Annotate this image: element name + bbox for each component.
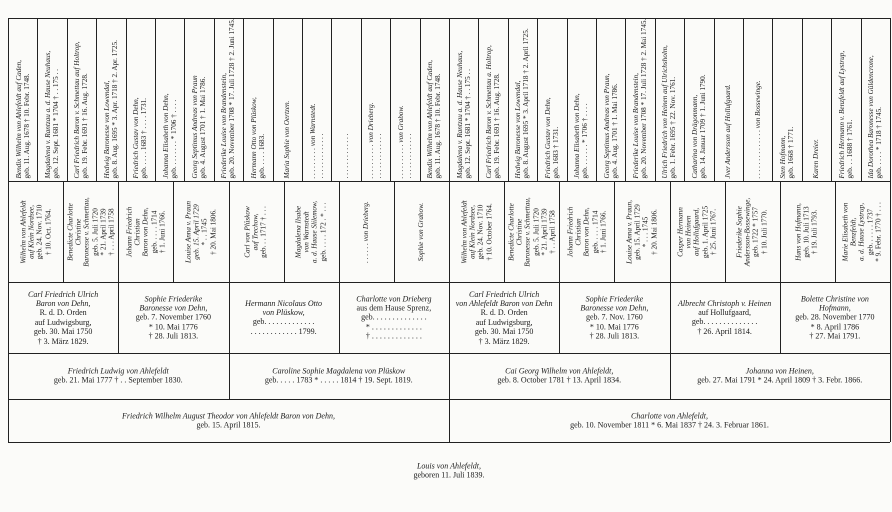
- person-dates: geb. 20. November 1708 * 17. Juli 1728 † 2. Juni 1745.: [228, 18, 237, 178]
- person-name: Benedicte Charlotte Christine Baronesse v. Schmettau,: [507, 196, 532, 267]
- person-dates: geb. . . . . . . * 1706 † . . . .: [581, 102, 590, 178]
- person-cell: [394, 181, 449, 282]
- person-cell: [184, 18, 213, 181]
- person-entry: [449, 367, 670, 386]
- person-name: Sophie von Grabow.: [417, 202, 426, 261]
- person-name: Johanna Elisabeth von Dehn,: [161, 92, 170, 178]
- person-dates: geb. 19. Febr. 1691 † 16. Aug. 1728.: [81, 72, 90, 178]
- person-cell: [670, 282, 780, 353]
- person-entry: [631, 18, 649, 178]
- person-entry: [559, 294, 669, 341]
- person-cell: [449, 353, 670, 399]
- person-entry: [132, 21, 148, 178]
- person-cell: [802, 18, 831, 181]
- person-name: Wilhelm von Ahlefeldt auf Klein Nordsee,: [460, 199, 477, 264]
- person-cell: [284, 181, 339, 282]
- person-name: Bolette Christine von Hofmann,: [800, 293, 869, 313]
- person-name: Johanna Elisabeth von Dehn,: [573, 92, 582, 178]
- person-entry: [362, 184, 370, 279]
- person-dates: geb. 10. Juli 1713 † 19. Juli 1793.: [803, 205, 820, 258]
- person-cell: [243, 18, 272, 181]
- person-cell: [670, 353, 891, 399]
- person-entry: [677, 184, 718, 279]
- person-name: Magdalena Ilsabe von Warnstedt a. d. Hause Slilemow,: [294, 200, 320, 263]
- person-entry: [44, 21, 60, 178]
- person-entry: [670, 299, 780, 337]
- person-cell: [155, 18, 184, 181]
- person-cell: [8, 282, 118, 353]
- person-dates: geb. 1722 * 1757 † 10. Juli 1770.: [752, 206, 769, 257]
- person-dates: geb. 20. November 1708 * 17. Juli 1728 † 2. Mai 1745.: [640, 18, 649, 178]
- person-dates: geb. . . . . 1714 † 1. Juni 1766.: [590, 210, 608, 253]
- person-dates: geb. 15. April 1815.: [196, 420, 261, 430]
- person-cell: [655, 18, 684, 181]
- person-cell: [559, 181, 614, 282]
- person-dates: geb. . . . . . . . * 1706 † . . . .: [169, 99, 178, 178]
- person-name: Hermann Otto von Plüskow,: [249, 96, 258, 178]
- person-cell: [273, 18, 302, 181]
- person-name: Wilhelm von Ahlefeldt auf Klein Nordsee,: [19, 199, 36, 264]
- person-dates: geb. 12. Sept. 1681 * 1704 † . . 175 . .: [463, 68, 472, 178]
- person-cell: [118, 181, 173, 282]
- person-entry: [191, 21, 207, 178]
- person-dates: geb. . . . . . . . . . . . . . . . . . . . . . . . . 1799.: [250, 317, 317, 336]
- person-name: Marie Elisabeth von Benzfeldt, a. d. Hause Lystrup,: [841, 202, 867, 261]
- person-name: Casper Hermann von Heinen auf Hollufgaard,: [676, 206, 701, 257]
- person-dates: geb. . . . . 172 . * . . .: [319, 202, 328, 261]
- person-entry: [544, 21, 560, 178]
- person-dates: geb. 1. Febr. 1695 † 22. Nov. 1761.: [669, 76, 678, 178]
- person-name: Caroline Sophie Magdalena von Plüskow: [272, 366, 406, 376]
- person-entry: [229, 367, 450, 386]
- person-entry: [339, 294, 449, 341]
- person-dates: geb. 1683 † 1731.: [551, 126, 560, 178]
- person-entry: [754, 21, 762, 178]
- person-name: Carl Friedrich Baron v. Schmettau auf Holtrop,: [73, 40, 82, 178]
- person-name: Charlotte von Drieberg: [356, 293, 432, 303]
- person-cell: [8, 18, 37, 181]
- person-cell: [8, 181, 63, 282]
- person-dates: geb. . . . . 1783 * . . . . . 1814 † 19. Sept. 1819.: [264, 376, 413, 385]
- person-name: . . . . . . von Drieberg.: [362, 200, 371, 263]
- person-entry: [507, 184, 556, 279]
- person-entry: [724, 21, 732, 178]
- person-entry: [460, 184, 493, 279]
- person-cell: [780, 181, 835, 282]
- person-cell: [229, 353, 450, 399]
- person-name: Bendix Wilhelm von Ahlefeldt auf Caden,: [14, 59, 23, 178]
- person-name: Sten Hofmann,: [778, 135, 787, 178]
- person-entry: [867, 21, 883, 178]
- person-entry: [8, 462, 890, 481]
- person-cell: [743, 18, 772, 181]
- person-dates: geb. 4. Aug. 1701 † 1. Mai 1786.: [610, 82, 619, 178]
- person-dates: geb. 11. Aug. 1678 † 10. Febr. 1748.: [22, 73, 31, 178]
- person-entry: [626, 184, 659, 279]
- person-name: Ulrich Friedrich von Heinen auf Ulrichsholm,: [661, 44, 670, 178]
- person-name: Hermann Nicolaus Otto von Plüskow,: [245, 298, 323, 318]
- person-entry: [8, 367, 229, 386]
- person-name: Karen Dreier.: [812, 138, 821, 178]
- person-dates: geb. 5. Juli 1720 * 21. April 1739 † . . . April 1758: [90, 207, 116, 256]
- person-dates: geb. . . . . * 1718 † 1745.: [875, 106, 884, 178]
- person-dates: auf Hollufgaard, geb. . . . . . . . . . . . . . † 26. April 1814.: [691, 308, 758, 336]
- person-name: Cai Georg Wilhelm von Ahlefeldt,: [505, 366, 614, 376]
- person-dates: geb. . . . . 1683 † . . . . 1731.: [140, 97, 149, 178]
- person-name: Johanna von Heinen,: [745, 366, 814, 376]
- person-name: Friederike Sophie Andersson-Bossewinge,: [735, 197, 752, 266]
- person-cell: [537, 18, 566, 181]
- person-cell: [63, 181, 118, 282]
- person-cell: [861, 18, 890, 181]
- person-entry: [661, 21, 677, 178]
- person-cell: [625, 18, 654, 181]
- person-name: Maria Sophie von Oertzen.: [283, 100, 292, 178]
- person-entry: [367, 21, 383, 178]
- person-cell: [714, 18, 743, 181]
- person-entry: [73, 21, 89, 178]
- person-cell: [8, 353, 229, 399]
- person-cell: [835, 181, 890, 282]
- person-dates: geb. 15. April 1729 * . . . 1745 † 20. Mai 1806.: [633, 203, 659, 260]
- person-entry: [779, 21, 795, 178]
- person-entry: [602, 21, 618, 178]
- person-cell: [567, 18, 596, 181]
- person-entry: [417, 184, 425, 279]
- person-dates: geb. 27. Mai 1791 * 24. April 1809 † 3. Febr. 1866.: [697, 376, 863, 385]
- person-cell: [449, 181, 504, 282]
- person-name: Jver Andersson auf Hollufgaard.: [724, 83, 733, 178]
- person-dates: geb. . . . . . 1737 * 9. Febr. 1770 † . . .: [866, 201, 883, 262]
- person-cell: [614, 181, 669, 282]
- person-name: . . . . . . . . . von Warnstedt.: [308, 102, 317, 178]
- person-dates: * . . 1745 † 20. Mai 1806.: [200, 208, 218, 255]
- person-dates: geb. 8. October 1781 † 13. April 1834.: [497, 376, 622, 385]
- person-cell: [37, 18, 66, 181]
- person-entry: [103, 21, 119, 178]
- person-dates: . . . . . . . . . . . . .: [404, 133, 413, 178]
- person-name: Hans von Hofmann,: [795, 202, 804, 261]
- person-entry: [66, 184, 115, 279]
- person-entry: [185, 184, 218, 279]
- person-cell: [725, 181, 780, 282]
- person-entry: [780, 294, 890, 341]
- person-entry: [295, 184, 328, 279]
- person-cell: [596, 18, 625, 181]
- column-divider: [890, 181, 891, 282]
- person-name: Sophie Friederike Baronesse von Dehn,: [139, 293, 208, 313]
- person-name: Magdalena v. Rantzau a. d. Hause Neuhaus,: [455, 50, 464, 178]
- person-entry: [397, 21, 413, 178]
- person-entry: [125, 184, 166, 279]
- person-cell: [126, 18, 155, 181]
- person-name: Carl Friedrich Ulrich von Ahlefeldt Baron von Dehn: [455, 289, 553, 308]
- column-divider: [890, 18, 891, 181]
- person-dates: R. d. D. Orden auf Ludwigsburg, geb. 30. Mai 1750 † 3. März 1829.: [33, 308, 93, 346]
- person-name: Catharina von Drägonmann,: [690, 94, 699, 178]
- column-divider: [890, 353, 891, 399]
- person-dates: geb. 12. Sept. 1681 * 1704 † . . 175 . .: [52, 68, 61, 178]
- person-dates: geb. 7. November 1760 * 10. Mai 1776 † 28. Juli 1813.: [135, 312, 212, 341]
- person-dates: geb. 24. Nov. 1710 † 10. October 1764.: [476, 202, 493, 261]
- person-cell: [118, 282, 228, 353]
- person-cell: [8, 399, 449, 442]
- person-name: Bendix Wilhelm von Ahlefeldt auf Caden,: [426, 59, 435, 178]
- person-entry: [691, 21, 707, 178]
- person-name: Magdalena v. Rantzau a. d. Hause Neuhaus,: [43, 50, 52, 178]
- row-divider: [8, 442, 890, 443]
- person-cell: [449, 18, 478, 181]
- person-name: Hedwig Baronesse von Lowendal,: [514, 80, 523, 178]
- person-entry: [244, 184, 269, 279]
- person-entry: [736, 184, 769, 279]
- person-dates: geb. . . 1717 † . . .: [260, 205, 269, 258]
- person-cell: [831, 18, 860, 181]
- column-divider: [890, 399, 891, 442]
- person-dates: geb. 14. Januar 1709 † 1. Juni 1790.: [698, 73, 707, 178]
- person-dates: geb. . . 1688 † 1761.: [845, 119, 854, 178]
- person-dates: geb. 10. November 1811 * 6. Mai 1837 † 24. 3. Februar 1861.: [570, 420, 769, 430]
- person-name: Friedrich Wilhelm August Theodor von Ahlefeldt Baron von Dehn,: [122, 411, 335, 421]
- person-entry: [838, 21, 854, 178]
- person-name: Friederike Louise von Brandenstein,: [220, 72, 229, 178]
- person-entry: [566, 184, 607, 279]
- person-name: Georg Septimus Andreas von Praun: [190, 74, 199, 178]
- person-cell: [670, 181, 725, 282]
- person-dates: R. d. D. Orden auf Ludwigsburg, geb. 30. Mai 1750 † 3. März 1829.: [474, 308, 534, 346]
- person-entry: [795, 184, 820, 279]
- person-dates: geb. . . . . 1714 † 1. Juni 1766.: [149, 210, 167, 253]
- person-name: Albrecht Christoph v. Heinen: [677, 298, 772, 308]
- person-dates: geboren 11. Juli 1839.: [413, 471, 485, 480]
- person-entry: [8, 411, 449, 430]
- person-cell: [96, 18, 125, 181]
- person-name: Johann Friedrich Christian Baron von Dehn,: [566, 206, 591, 257]
- person-dates: geb. . . . . 1683.: [257, 133, 266, 178]
- person-dates: geb. 1668 † 1771.: [787, 126, 796, 178]
- person-cell: [331, 18, 360, 181]
- person-cell: [173, 181, 228, 282]
- person-name: Ida Dorothea Baronesse von Güldencrone,: [867, 54, 876, 178]
- person-name: . . . . . . . . . . von Drieberg.: [367, 102, 376, 178]
- person-name: Charlotte von Ahlefeldt,: [631, 411, 708, 421]
- person-cell: [508, 18, 537, 181]
- person-name: Johann Friedrich Christian Baron von Dehn,: [125, 206, 150, 257]
- person-cell: [772, 18, 801, 181]
- person-name: Carl von Plüskow auf Trechow,: [243, 205, 260, 258]
- person-cell: [420, 18, 449, 181]
- person-entry: [670, 367, 891, 386]
- person-dates: . . . . . . . . . . . . .: [341, 133, 350, 178]
- person-entry: [842, 184, 883, 279]
- person-dates: geb. 24. Nov. 1710 † 10. Oct. 1764.: [35, 204, 52, 259]
- person-name: Friedrich Hermann v. Benzfeldt auf Lystrup,: [837, 50, 846, 178]
- person-cell: [449, 282, 559, 353]
- person-cell: [478, 18, 507, 181]
- person-dates: geb. 8. August 1695 * 3. April 1718 † 2. April 1725.: [522, 27, 531, 178]
- person-cell: [339, 181, 394, 282]
- person-name: Louis von Ahlefeldt,: [416, 461, 482, 471]
- person-dates: aus dem Hause Sprenz, geb. . . . . . . . . . . . . . * . . . . . . . . . . . . . † . . . . . . . . . . . . .: [356, 303, 432, 341]
- person-cell: [8, 442, 890, 500]
- person-dates: geb. 7. Nov. 1760 * 10. Mai 1776 † 28. Juli 1813.: [585, 312, 643, 341]
- person-dates: geb. 11. Aug. 1678 † 10. Febr. 1748.: [434, 73, 443, 178]
- person-entry: [455, 21, 471, 178]
- person-name: Louise Anna v. Praun geb. 15. April 1729: [184, 200, 201, 263]
- person-entry: [342, 21, 350, 178]
- person-entry: [514, 21, 530, 178]
- person-name: Benedicte Charlotte Christine Baronesse v. Schmettau,: [66, 196, 91, 267]
- person-entry: [161, 21, 177, 178]
- person-entry: [118, 294, 228, 341]
- person-dates: geb. 4. August 1701 † 1. Mai 1786.: [199, 76, 208, 178]
- person-name: Louise Anna v. Praun,: [625, 199, 634, 264]
- person-cell: [214, 18, 243, 181]
- person-cell: [361, 18, 390, 181]
- person-cell: [339, 282, 449, 353]
- person-dates: . . . . . . . . . . . . .: [316, 133, 325, 178]
- person-entry: [8, 289, 118, 345]
- person-entry: [250, 21, 266, 178]
- person-name: Sophie Friederike Baronesse von Dehn,: [580, 293, 649, 313]
- person-dates: . . . . . . . . . . . . .: [375, 133, 384, 178]
- person-cell: [684, 18, 713, 181]
- person-name: . . . . . . . . . . von Grabow.: [396, 105, 405, 178]
- person-name: Friedrich Gustav von Dehn,: [132, 96, 141, 178]
- person-cell: [390, 18, 419, 181]
- person-cell: [780, 282, 890, 353]
- person-cell: [302, 18, 331, 181]
- person-name: Carl Friedrich Ulrich Baron von Dehn,: [28, 289, 99, 308]
- person-entry: [449, 411, 890, 430]
- person-entry: [449, 289, 559, 345]
- person-cell: [559, 282, 669, 353]
- person-name: . . . . . . . . . . . . . . von Bossewinge.: [753, 79, 762, 178]
- person-entry: [229, 299, 339, 337]
- person-name: Friederike Louise von Brandenstein,: [631, 72, 640, 178]
- person-dates: geb. 28. November 1770 * 8. April 1786 † 27. Mai 1791.: [795, 312, 875, 341]
- person-name: Friedrich Ludwig von Ahlefeldt: [67, 366, 169, 376]
- person-dates: geb. 8. Aug. 1695 * 3. Apr. 1718 † 2. Apr. 1725.: [110, 39, 119, 178]
- person-entry: [19, 184, 52, 279]
- person-entry: [283, 21, 291, 178]
- person-name: Georg Septimus Andreas von Praun,: [602, 73, 611, 178]
- person-entry: [426, 21, 442, 178]
- person-cell: [229, 181, 284, 282]
- person-name: Hedwig Baronesse von Lowendal,: [102, 80, 111, 178]
- person-entry: [14, 21, 30, 178]
- person-name: Carl Friedrich Baron v. Schmettau a. Holtrop,: [484, 44, 493, 178]
- person-entry: [573, 21, 589, 178]
- person-entry: [308, 21, 324, 178]
- person-entry: [485, 21, 501, 178]
- person-dates: geb. 19. Febr. 1691 † 16. Aug. 1728.: [493, 72, 502, 178]
- person-entry: [220, 18, 237, 178]
- person-dates: geb. 5. Juli 1720 * 21. April 1739 † . . April 1758: [531, 207, 557, 256]
- person-dates: geb. 1. April 1725 † 25. Juni 1767.: [701, 205, 718, 258]
- person-entry: [812, 21, 820, 178]
- column-divider: [890, 282, 891, 353]
- person-cell: [504, 181, 559, 282]
- person-cell: [229, 282, 339, 353]
- person-cell: [449, 399, 890, 442]
- person-dates: geb. 21. Mai 1777 † . . September 1830.: [53, 376, 183, 385]
- person-cell: [67, 18, 96, 181]
- person-name: Friedrich Gustav von Dehn,: [543, 96, 552, 178]
